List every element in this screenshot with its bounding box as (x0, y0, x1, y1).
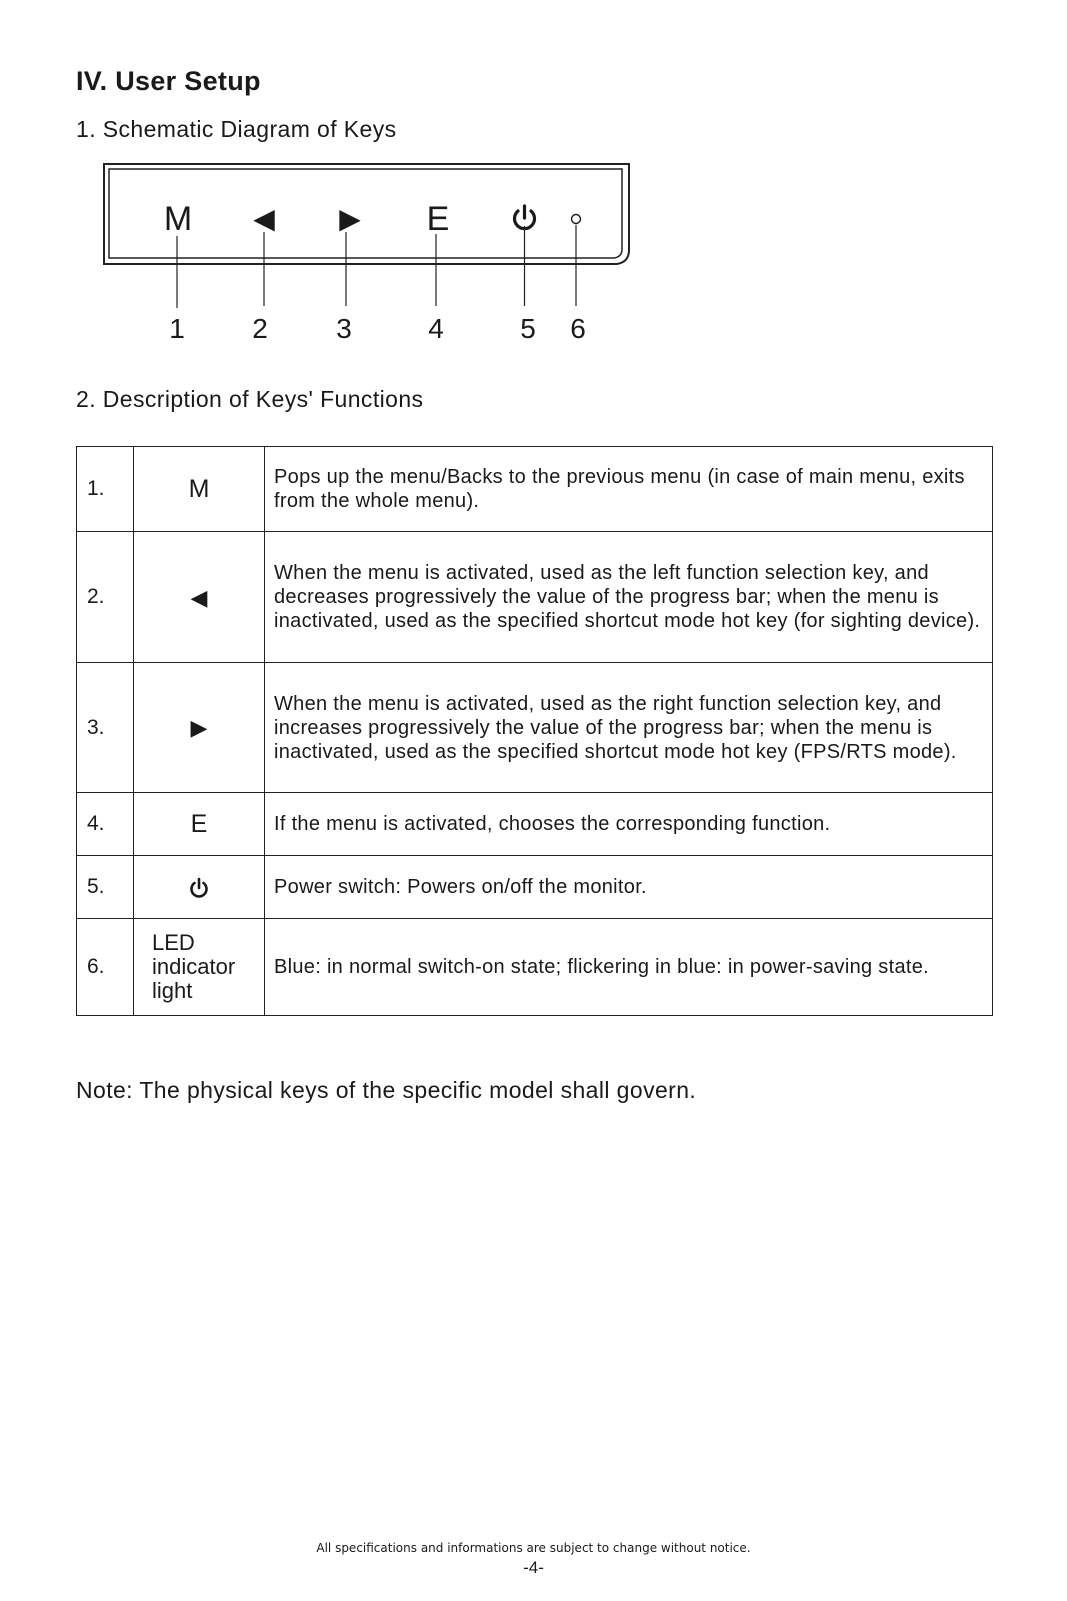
led-label-line: indicator (152, 954, 236, 979)
functions-table (76, 446, 993, 1016)
row-number: 6. (77, 919, 134, 1016)
diagram-key-left: ◀ (253, 202, 275, 235)
row-description: If the menu is activated, chooses the corresponding function. (265, 793, 993, 856)
table-row (77, 447, 993, 532)
row-key-right (134, 663, 265, 793)
row-description: Power switch: Powers on/off the monitor. (265, 856, 993, 919)
section-title: IV. User Setup (76, 66, 261, 96)
led-label-line: light (152, 978, 193, 1003)
row-number: 3. (77, 663, 134, 793)
row-key-e: E (134, 793, 265, 856)
table-row (77, 856, 993, 919)
row-key-left (134, 532, 265, 663)
table-row (77, 919, 993, 1016)
diagram-led-icon (572, 215, 581, 224)
diagram-number-4: 4 (428, 313, 444, 344)
table-row (77, 532, 993, 663)
row-key-led (134, 919, 265, 1016)
row-number: 5. (77, 856, 134, 919)
row-description: Pops up the menu/Backs to the previous menu (in case of main menu, exits from the whole menu). (265, 447, 993, 532)
row-description: When the menu is activated, used as the left function selection key, and decreases progressively the value of the progress bar; when the menu is inactivated, used as the specified shortcut mode hot key (for sighting device). (265, 532, 993, 663)
row-number: 1. (77, 447, 134, 532)
table-row (77, 793, 993, 856)
row-number: 4. (77, 793, 134, 856)
leader-lines (177, 225, 576, 308)
row-key-power (134, 856, 265, 919)
row-key-m: M (134, 447, 265, 532)
diagram-key-right: ▶ (339, 202, 361, 235)
note: Note: The physical keys of the specific model shall govern. (76, 1077, 697, 1103)
row-description: When the menu is activated, used as the right function selection key, and increases progressively the value of the progress bar; when the menu is inactivated, used as the specified shortcut mode hot key (FPS/RTS mode). (265, 663, 993, 793)
left-arrow-icon: ◀ (190, 584, 208, 610)
functions-heading: 2. Description of Keys' Functions (76, 386, 424, 412)
page-number: -4- (523, 1558, 544, 1577)
power-icon (187, 876, 211, 900)
keys-diagram (96, 158, 656, 358)
footer-disclaimer: All specifications and informations are subject to change without notice. (316, 1541, 751, 1555)
diagram-number-3: 3 (336, 313, 352, 344)
right-arrow-icon: ▶ (190, 715, 208, 740)
diagram-power-icon (515, 206, 535, 229)
row-description: Blue: in normal switch-on state; flickering in blue: in power-saving state. (265, 919, 993, 1016)
diagram-heading: 1. Schematic Diagram of Keys (76, 116, 397, 142)
led-label-line: LED (152, 930, 195, 955)
diagram-number-1: 1 (169, 313, 185, 344)
diagram-number-5: 5 (520, 313, 536, 344)
diagram-key-e: E (426, 200, 450, 238)
row-number: 2. (77, 532, 134, 663)
diagram-key-m: M (163, 200, 193, 238)
table-row (77, 663, 993, 793)
diagram-number-6: 6 (570, 313, 586, 344)
diagram-number-2: 2 (252, 313, 268, 344)
